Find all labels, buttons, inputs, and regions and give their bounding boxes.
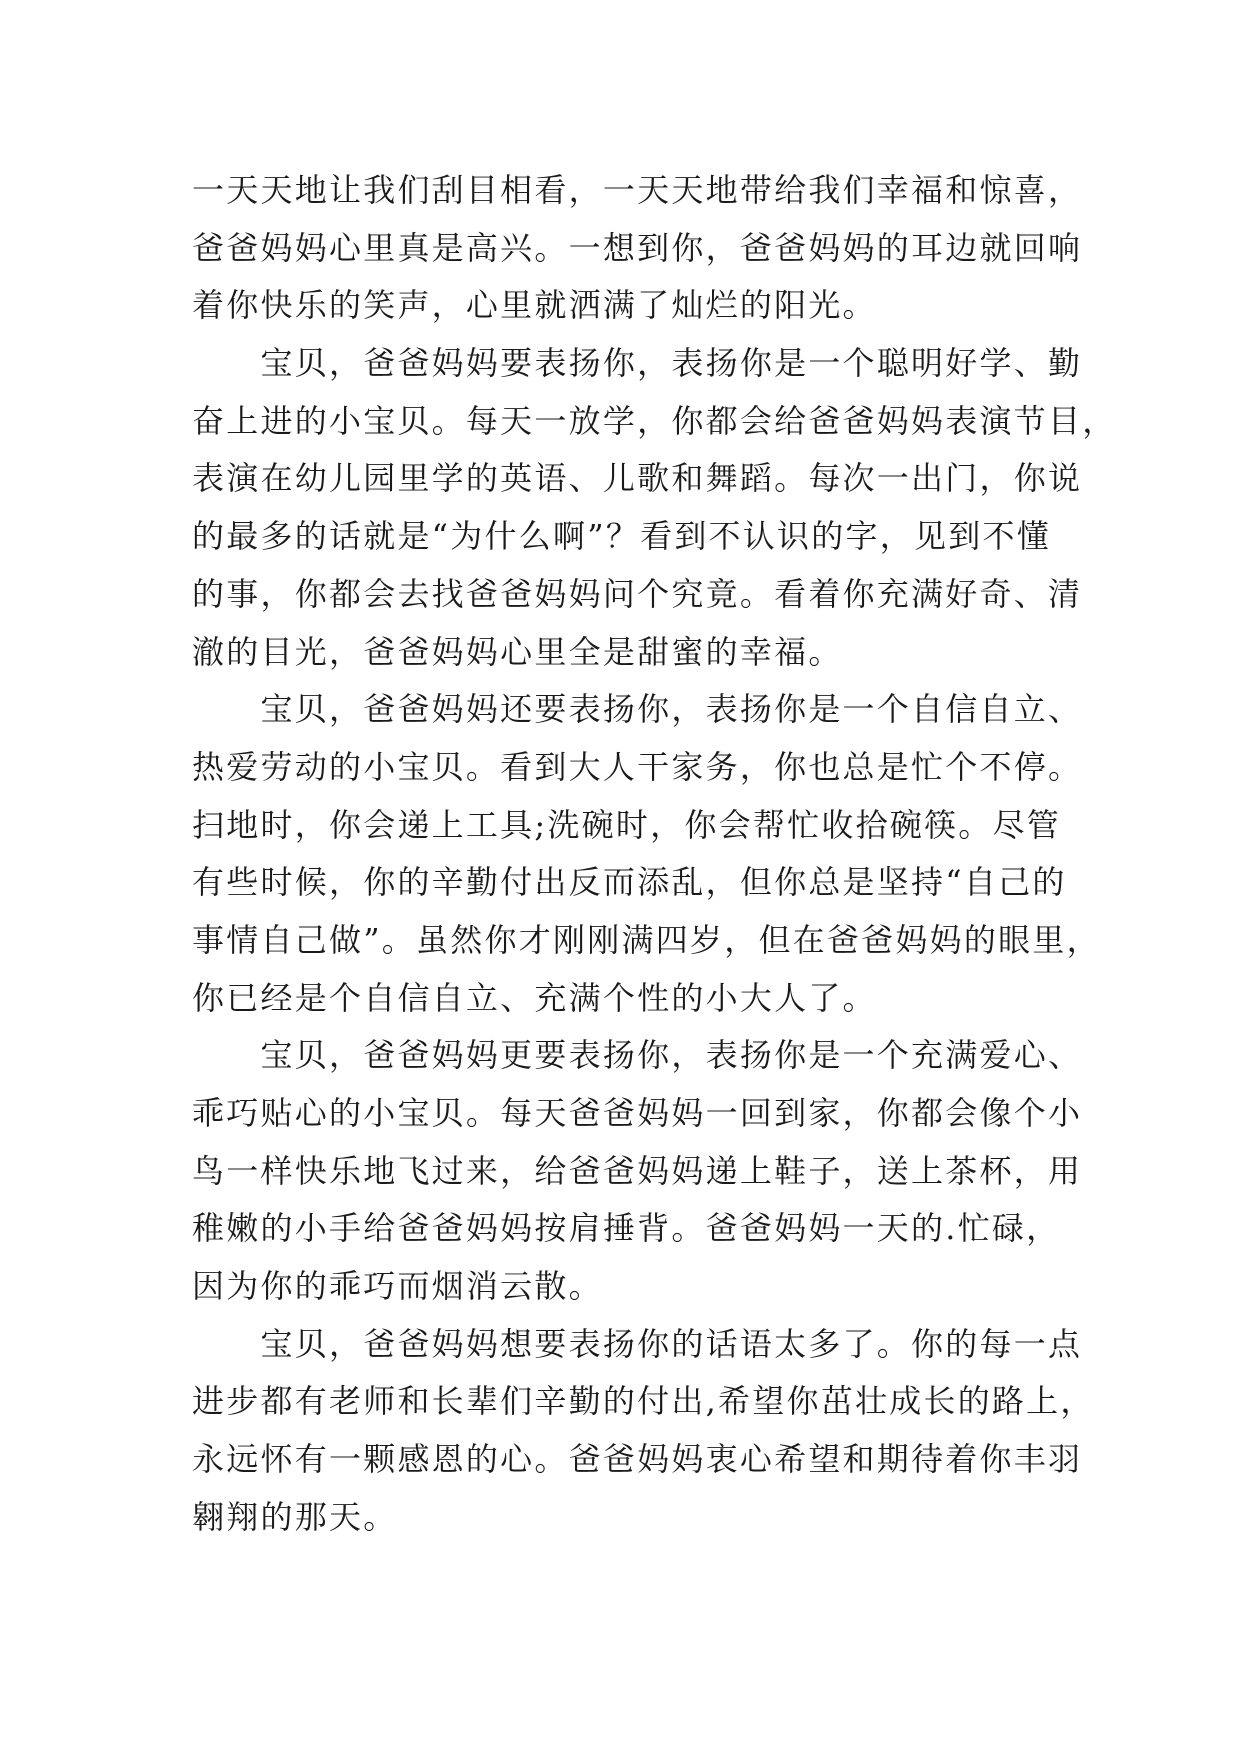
text-line: 宝贝，爸爸妈妈想要表扬你的话语太多了。你的每一点 <box>192 1324 1083 1363</box>
text-line: 稚嫩的小手给爸爸妈妈按肩捶背。爸爸妈妈一天的.忙碌， <box>192 1209 1061 1248</box>
text-line: 宝贝，爸爸妈妈要表扬你，表扬你是一个聪明好学、勤 <box>192 344 1083 383</box>
paragraph-praise-studious <box>192 335 1117 681</box>
text-line: 表演在幼儿园里学的英语、儿歌和舞蹈。每次一出门，你说 <box>192 459 1083 498</box>
text-line: 永远怀有一颗感恩的心。爸爸妈妈衷心希望和期待着你丰羽 <box>192 1440 1083 1479</box>
paragraph-praise-caring <box>192 1027 1082 1315</box>
text-line: 爸爸妈妈心里真是高兴。一想到你，爸爸妈妈的耳边就回响 <box>192 228 1083 267</box>
text-line: 进步都有老师和长辈们辛勤的付出,希望你茁壮成长的路上， <box>192 1382 1095 1421</box>
text-line: 扫地时，你会递上工具;洗碗时，你会帮忙收拾碗筷。尽管 <box>192 805 1062 844</box>
text-line: 澈的目光，爸爸妈妈心里全是甜蜜的幸福。 <box>192 632 843 671</box>
text-line: 的事，你都会去找爸爸妈妈问个究竟。看着你充满好奇、清 <box>192 574 1083 613</box>
text-line: 一天天地让我们刮目相看，一天天地带给我们幸福和惊喜， <box>192 171 1083 209</box>
text-line: 宝贝，爸爸妈妈还要表扬你，表扬你是一个自信自立、 <box>192 690 1083 729</box>
text-line: 奋上进的小宝贝。每天一放学，你都会给爸爸妈妈表演节目， <box>192 401 1117 440</box>
text-line: 翱翔的那天。 <box>192 1497 398 1536</box>
text-line: 着你快乐的笑声，心里就洒满了灿烂的阳光。 <box>192 286 877 325</box>
text-line: 的最多的话就是“为什么啊”？看到不认识的字，见到不懂 <box>192 517 1051 556</box>
text-line: 因为你的乖巧而烟消云散。 <box>192 1267 603 1306</box>
text-line: 你已经是个自信自立、充满个性的小大人了。 <box>192 978 877 1017</box>
paragraph-closing <box>192 1316 1095 1547</box>
text-line: 宝贝，爸爸妈妈更要表扬你，表扬你是一个充满爱心、 <box>192 1036 1083 1075</box>
paragraph-intro <box>192 162 1082 335</box>
paragraph-praise-independent <box>192 681 1101 1027</box>
text-line: 乖巧贴心的小宝贝。每天爸爸妈妈一回到家，你都会像个小 <box>192 1094 1083 1132</box>
text-line: 事情自己做”。虽然你才刚刚满四岁，但在爸爸妈妈的眼里， <box>192 920 1101 959</box>
text-line: 有些时候，你的辛勤付出反而添乱，但你总是坚持“自己的 <box>192 863 1067 902</box>
text-line: 热爱劳动的小宝贝。看到大人干家务，你也总是忙个不停。 <box>192 747 1083 786</box>
text-line: 鸟一样快乐地飞过来，给爸爸妈妈递上鞋子，送上茶杯，用 <box>192 1151 1083 1190</box>
document-body <box>192 162 1117 1547</box>
